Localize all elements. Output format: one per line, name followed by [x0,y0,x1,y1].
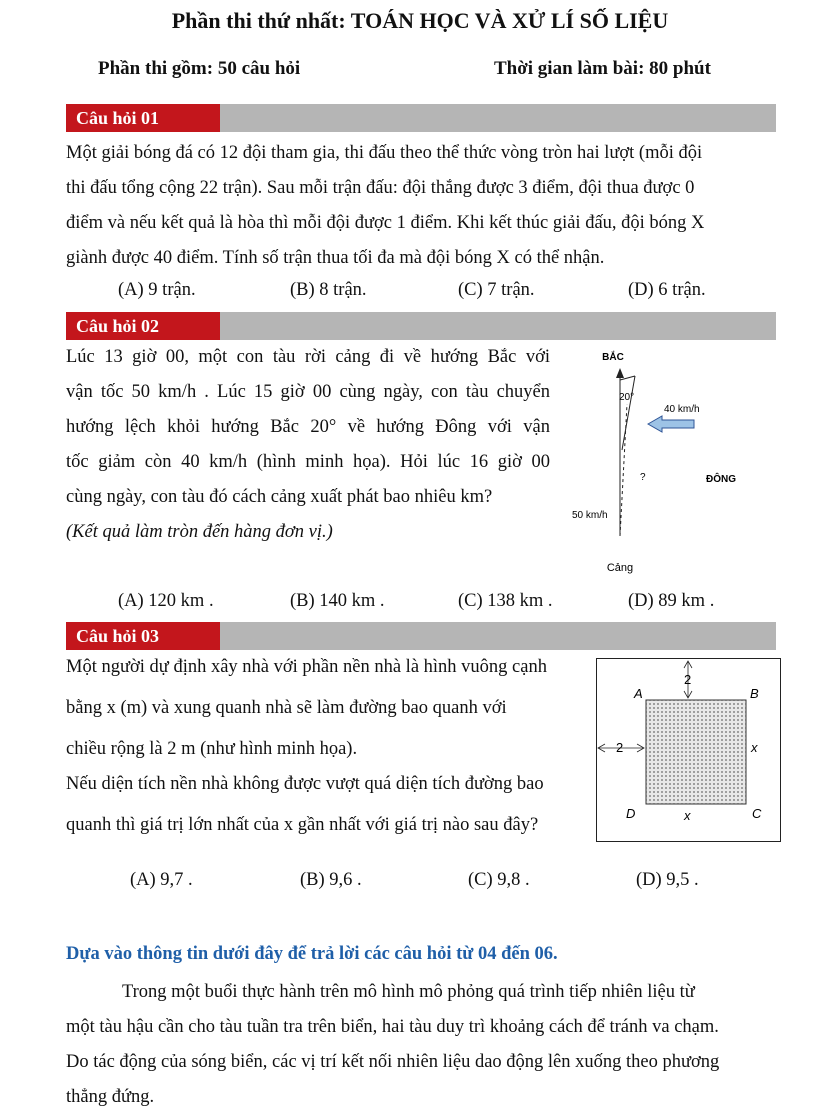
question-2-line: vận tốc 50 km/h . Lúc 15 giờ 00 cùng ngày, con tàu chuyển [66,382,550,402]
q1-option-a[interactable]: (A) 9 trận. [118,280,196,300]
question-1-line: giành được 40 điểm. Tính số trận thua tối đa mà đội bóng X có thể nhận. [66,248,605,268]
wind-arrow-icon [648,416,694,432]
q3-option-c[interactable]: (C) 9,8 . [468,870,530,890]
question-2-note: (Kết quả làm tròn đến hàng đơn vị.) [66,522,333,542]
figure-angle-label: 20° [619,392,635,403]
question-2-line: hướng lệch khỏi hướng Bắc 20° về hướng Đông với vận [66,417,550,437]
q2-option-b[interactable]: (B) 140 km . [290,591,385,611]
question-2-label: Câu hỏi 02 [66,312,220,340]
house-square [646,700,746,804]
question-3-line: quanh thì giá trị lớn nhất của x gần nhất với giá trị nào sau đây? [66,815,539,835]
q2-option-a[interactable]: (A) 120 km . [118,591,214,611]
question-3-bar [66,622,776,650]
question-2-line: tốc giảm còn 40 km/h (hình minh họa). Hỏi lúc 16 giờ 00 [66,452,550,472]
figure-east-label: ĐÔNG [706,474,736,485]
q3-option-d[interactable]: (D) 9,5 . [636,870,699,890]
question-3-line: Nếu diện tích nền nhà không được vượt quá diện tích đường bao [66,774,544,794]
figure-port-label: Cảng [606,562,634,574]
question-3-text [66,650,586,843]
question-2-line: cùng ngày, con tàu đó cách cảng xuất phát bao nhiêu km? [66,487,493,507]
page-title: Phần thi thứ nhất: TOÁN HỌC VÀ XỬ LÍ SỐ LIỆU [171,8,669,33]
section-heading: Dựa vào thông tin dưới đây để trả lời các câu hỏi từ 04 đến 06. [66,944,558,964]
passage-line: Do tác động của sóng biển, các vị trí kết nối nhiên liệu dao động lên xuống theo phương [66,1052,720,1072]
side-x-label: x [751,740,758,755]
figure-north-label: BẮC [602,352,624,363]
q2-option-d[interactable]: (D) 89 km . [628,591,715,611]
corner-a-label: A [634,686,643,701]
question-2-text [66,340,550,550]
q2-option-c[interactable]: (C) 138 km . [458,591,553,611]
second-leg-line [622,376,635,450]
q1-option-d[interactable]: (D) 6 trận. [628,280,706,300]
passage-line: một tàu hậu cần cho tàu tuần tra trên biển, hai tàu duy trì khoảng cách để tránh va chạm. [66,1017,719,1037]
side-width-label: 2 [616,740,624,755]
question-2-line: Lúc 13 giờ 00, một con tàu rời cảng đi về hướng Bắc với [66,347,550,367]
question-1-text [66,136,779,276]
figure-unknown-label: ? [640,472,646,483]
section-passage [66,975,779,1115]
question-3-label: Câu hỏi 03 [66,622,220,650]
question-1-line: thi đấu tổng cộng 22 trận). Sau mỗi trận đấu: đội thắng được 3 điểm, đội thua được 0 [66,178,695,198]
question-1-label: Câu hỏi 01 [66,104,220,132]
passage-line: Trong một buổi thực hành trên mô hình mô phỏng quá trình tiếp nhiên liệu từ [122,982,695,1002]
question-1-line: Một giải bóng đá có 12 đội tham gia, thi đấu theo thể thức vòng tròn hai lượt (mỗi đội [66,143,703,163]
q1-option-b[interactable]: (B) 8 trận. [290,280,367,300]
corner-b-label: B [750,686,759,701]
q3-option-b[interactable]: (B) 9,6 . [300,870,362,890]
question-count: Phần thi gồm: 50 câu hỏi [98,58,301,79]
q1-option-c[interactable]: (C) 7 trận. [458,280,535,300]
question-2-bar [66,312,776,340]
passage-line: thẳng đứng. [66,1087,155,1107]
q3-option-a[interactable]: (A) 9,7 . [130,870,193,890]
question-3-line: Một người dự định xây nhà với phần nền nhà là hình vuông cạnh [66,657,547,677]
figure-speed1-label: 50 km/h [572,510,608,521]
north-arrowhead [616,368,624,378]
question-3-line: bằng x (m) và xung quanh nhà sẽ làm đường bao quanh với [66,698,507,718]
question-1-line: điểm và nếu kết quả là hòa thì mỗi đội được 1 điểm. Khi kết thúc giải đấu, đội bóng X [66,213,705,233]
house-plan-figure [596,658,781,842]
top-width-label: 2 [684,672,692,687]
ship-route-figure [560,340,780,580]
exam-duration: Thời gian làm bài: 80 phút [494,58,711,79]
bottom-x-label: x [684,808,691,823]
corner-c-label: C [752,806,762,821]
corner-d-label: D [626,806,636,821]
figure-speed2-label: 40 km/h [664,404,700,415]
route-dashed-line [620,404,627,536]
question-1-bar [66,104,776,132]
question-3-line: chiều rộng là 2 m (như hình minh họa). [66,739,358,759]
